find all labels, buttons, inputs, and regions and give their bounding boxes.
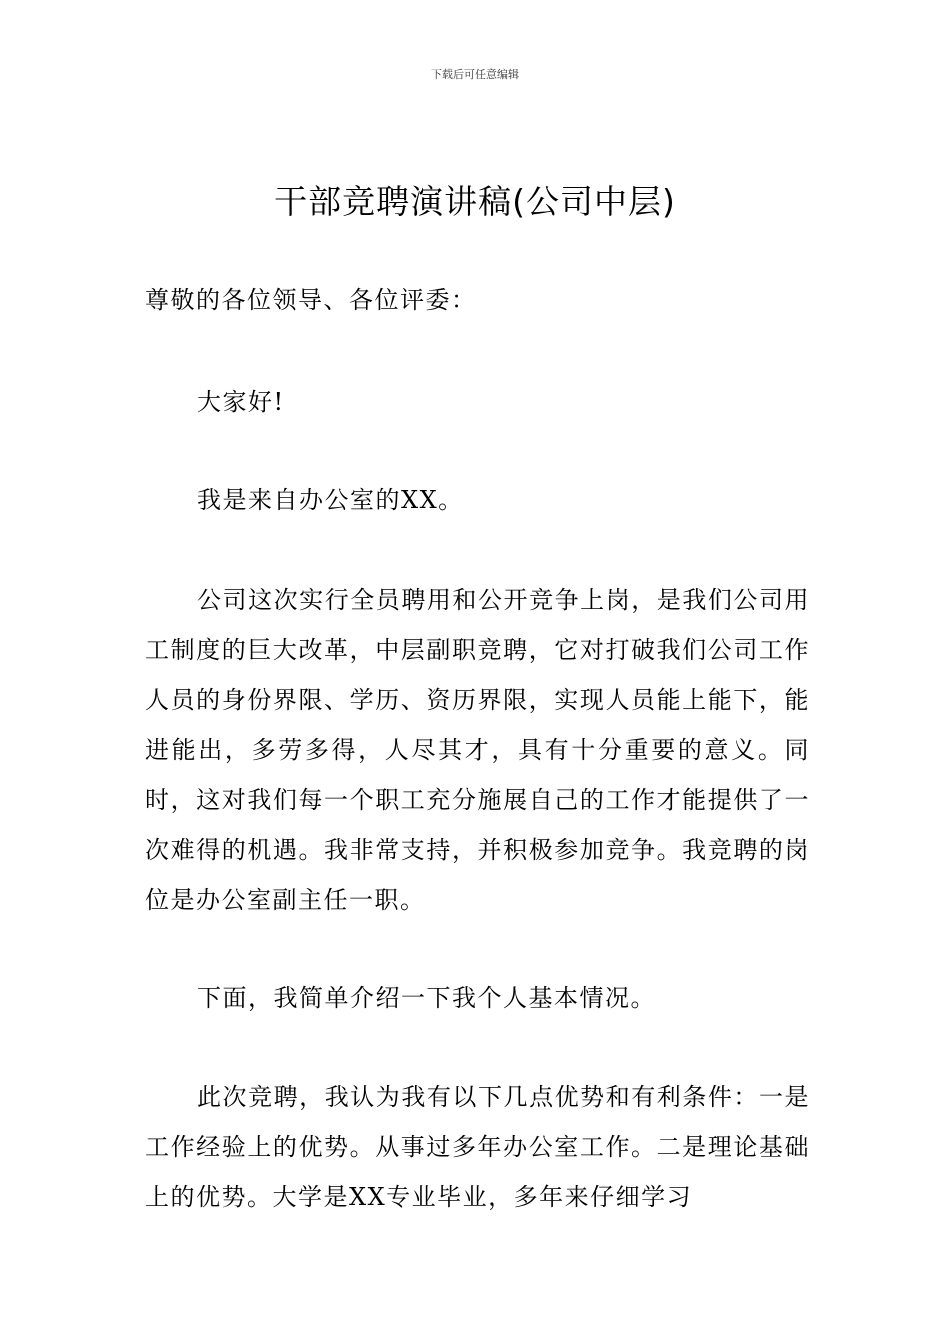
header-note: 下载后可任意编辑 (431, 68, 519, 81)
paragraph-personal-info (145, 973, 810, 1023)
paragraph-greeting (145, 377, 810, 427)
paragraph-text: 我是来自办公室的XX。 (197, 486, 464, 514)
paragraph-text: 大家好! (197, 388, 285, 416)
paragraph-reform (145, 575, 810, 925)
document-title: 干部竞聘演讲稿(公司中层) (274, 182, 676, 221)
salutation (145, 275, 810, 325)
salutation-text: 尊敬的各位领导、各位评委： (145, 286, 477, 314)
paragraph-text: 此次竞聘，我认为我有以下几点优势和有利条件：一是工作经验上的优势。从事过多年办公室工作。二是理论基础上的优势。大学是XX专业毕业，多年来仔细学习 (145, 1083, 810, 1211)
paragraph-text: 公司这次实行全员聘用和公开竞争上岗，是我们公司用工制度的巨大改革，中层副职竞聘，它对打破我们公司工作人员的身份界限、学历、资历界限，实现人员能上能下，能进能出，多劳多得，人尽其才，具有十分重要的意义。同时，这对我们每一个职工充分施展自己的工作才能提供了一次难得的机遇。我非常支持，并积极参加竞争。我竞聘的岗位是办公室副主任一职。 (145, 586, 810, 914)
paragraph-introduction (145, 475, 810, 525)
paragraph-advantages (145, 1072, 810, 1222)
paragraph-text: 下面，我简单介绍一下我个人基本情况。 (197, 984, 656, 1012)
